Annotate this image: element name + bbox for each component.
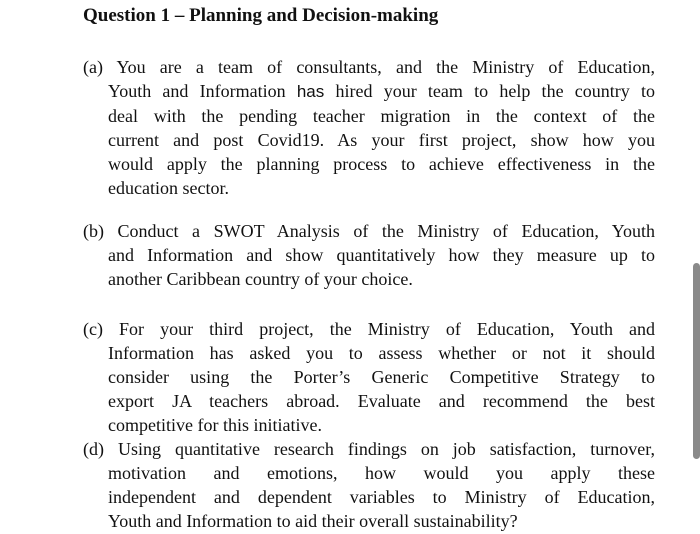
part-d-line-2: motivation and emotions, how would you apply these [108, 463, 655, 483]
part-a-line-2-end: hired your team to help the country to [324, 81, 655, 101]
question-title: Question 1 – Planning and Decision-making [83, 5, 439, 26]
question-part-b [83, 219, 655, 291]
question-part-a [83, 55, 655, 200]
part-a-line-3: deal with the pending teacher migration in the context of the [108, 106, 655, 126]
part-a-line-1: (a) You are a team of consultants, and the Ministry of Education, [83, 57, 655, 77]
question-part-d [83, 437, 655, 533]
part-a-line-2-has: has [296, 82, 325, 101]
part-a-line-6: education sector. [108, 178, 229, 198]
part-d-line-4: Youth and Information to aid their overall sustainability? [108, 511, 518, 531]
part-a-line-2 [83, 79, 655, 104]
part-c-line-5: competitive for this initiative. [108, 415, 322, 435]
part-a-line-5: would apply the planning process to achieve effectiveness in the [108, 154, 655, 174]
part-b-line-3: another Caribbean country of your choice. [108, 269, 413, 289]
part-b-line-1: (b) Conduct a SWOT Analysis of the Ministry of Education, Youth [83, 221, 655, 241]
part-c-line-1: (c) For your third project, the Ministry of Education, Youth and [83, 319, 655, 339]
part-c-line-4: export JA teachers abroad. Evaluate and recommend the best [108, 391, 655, 411]
part-d-line-1: (d) Using quantitative research findings on job satisfaction, turnover, [83, 439, 655, 459]
part-b-line-2: and Information and show quantitatively how they measure up to [108, 245, 655, 265]
part-a-line-4: current and post Covid19. As your first project, show how you [108, 130, 655, 150]
vertical-scrollbar[interactable] [693, 263, 700, 459]
question-part-c [83, 317, 655, 437]
part-a-line-2-start: Youth and Information [108, 81, 297, 101]
part-d-line-3: independent and dependent variables to Ministry of Education, [108, 487, 655, 507]
part-c-line-3: consider using the Porter’s Generic Competitive Strategy to [108, 367, 655, 387]
part-c-line-2: Information has asked you to assess whether or not it should [108, 343, 655, 363]
